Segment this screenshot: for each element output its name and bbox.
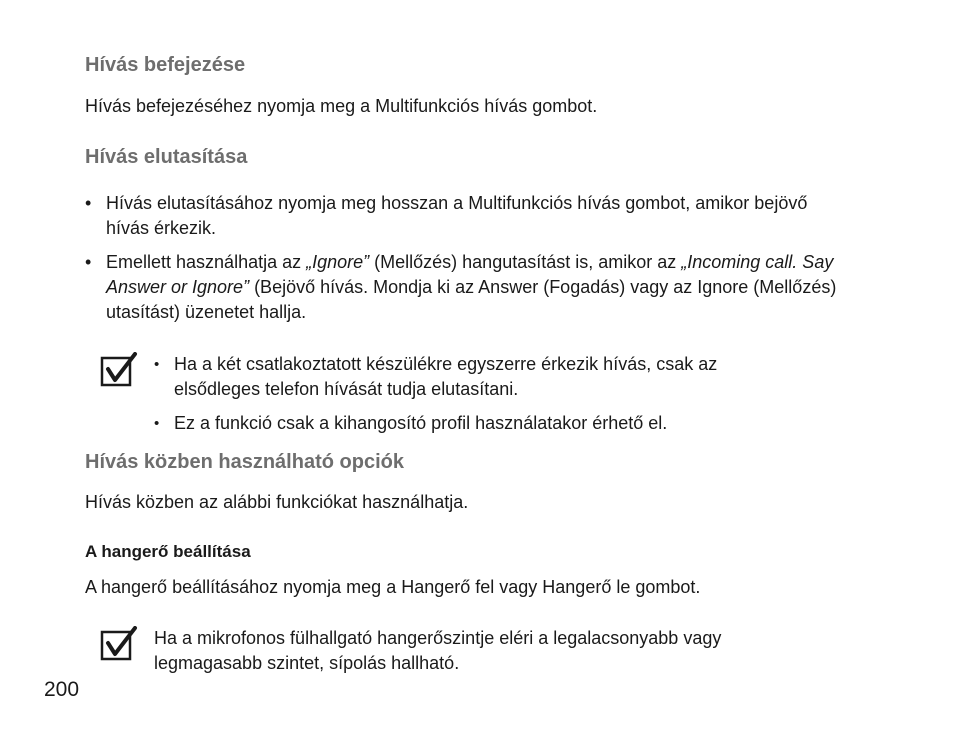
checkbox-checkmark-icon [100, 626, 138, 662]
heading-reject-call: Hívás elutasítása [85, 146, 248, 168]
in-call-options-text: Hívás közben az alábbi funkciókat használhatja. [85, 492, 469, 512]
reject-call-list [85, 191, 845, 325]
list-item [85, 191, 845, 241]
list-item [154, 411, 774, 436]
incoming-call-prompt-text: „Incoming call. Say Answer or Ignore” [106, 252, 834, 297]
note-item-text: Ez a funkció csak a kihangosító profil használatakor érhető el. [174, 413, 668, 433]
list-item-text: Hívás elutasításához nyomja meg hosszan a Multifunkciós hívás gombot, amikor bejövő hívás érkezik. [106, 193, 808, 238]
ignore-command-text: „Ignore” [306, 252, 370, 272]
heading-in-call-options: Hívás közben használható opciók [85, 451, 404, 473]
bullet-marker: • [85, 193, 92, 213]
volume-note-text: Ha a mikrofonos fülhallgató hangerőszintje eléri a legalacsonyabb vagy legmagasabb szintet, sípolás hallható. [154, 628, 722, 673]
list-item-text-post: (Bejövő hívás. Mondja ki az Answer (Fogadás) vagy az Ignore (Mellőzés) utasítást) üzenetet hallja. [106, 277, 837, 322]
volume-text: A hangerő beállításához nyomja meg a Hangerő fel vagy Hangerő le gombot. [85, 577, 701, 597]
bullet-marker: • [154, 356, 160, 373]
list-item-text-pre: Emellett használhatja az [106, 252, 307, 272]
heading-end-call: Hívás befejezése [85, 54, 246, 76]
list-item-text-mid: (Mellőzés) hangutasítást is, amikor az [369, 252, 682, 272]
page-number: 200 [44, 678, 80, 701]
subheading-volume: A hangerő beállítása [85, 542, 251, 561]
list-item [85, 250, 845, 325]
bullet-marker: • [85, 252, 92, 272]
bullet-marker: • [154, 415, 160, 432]
end-call-text: Hívás befejezéséhez nyomja meg a Multifunkciós hívás gombot. [85, 96, 598, 116]
checkbox-checkmark-icon [100, 352, 138, 388]
note-item-text: Ha a két csatlakoztatott készülékre egyszerre érkezik hívás, csak az elsődleges telefon hívását tudja elutasítani. [174, 354, 718, 399]
note-list [154, 352, 774, 436]
list-item [154, 352, 774, 402]
